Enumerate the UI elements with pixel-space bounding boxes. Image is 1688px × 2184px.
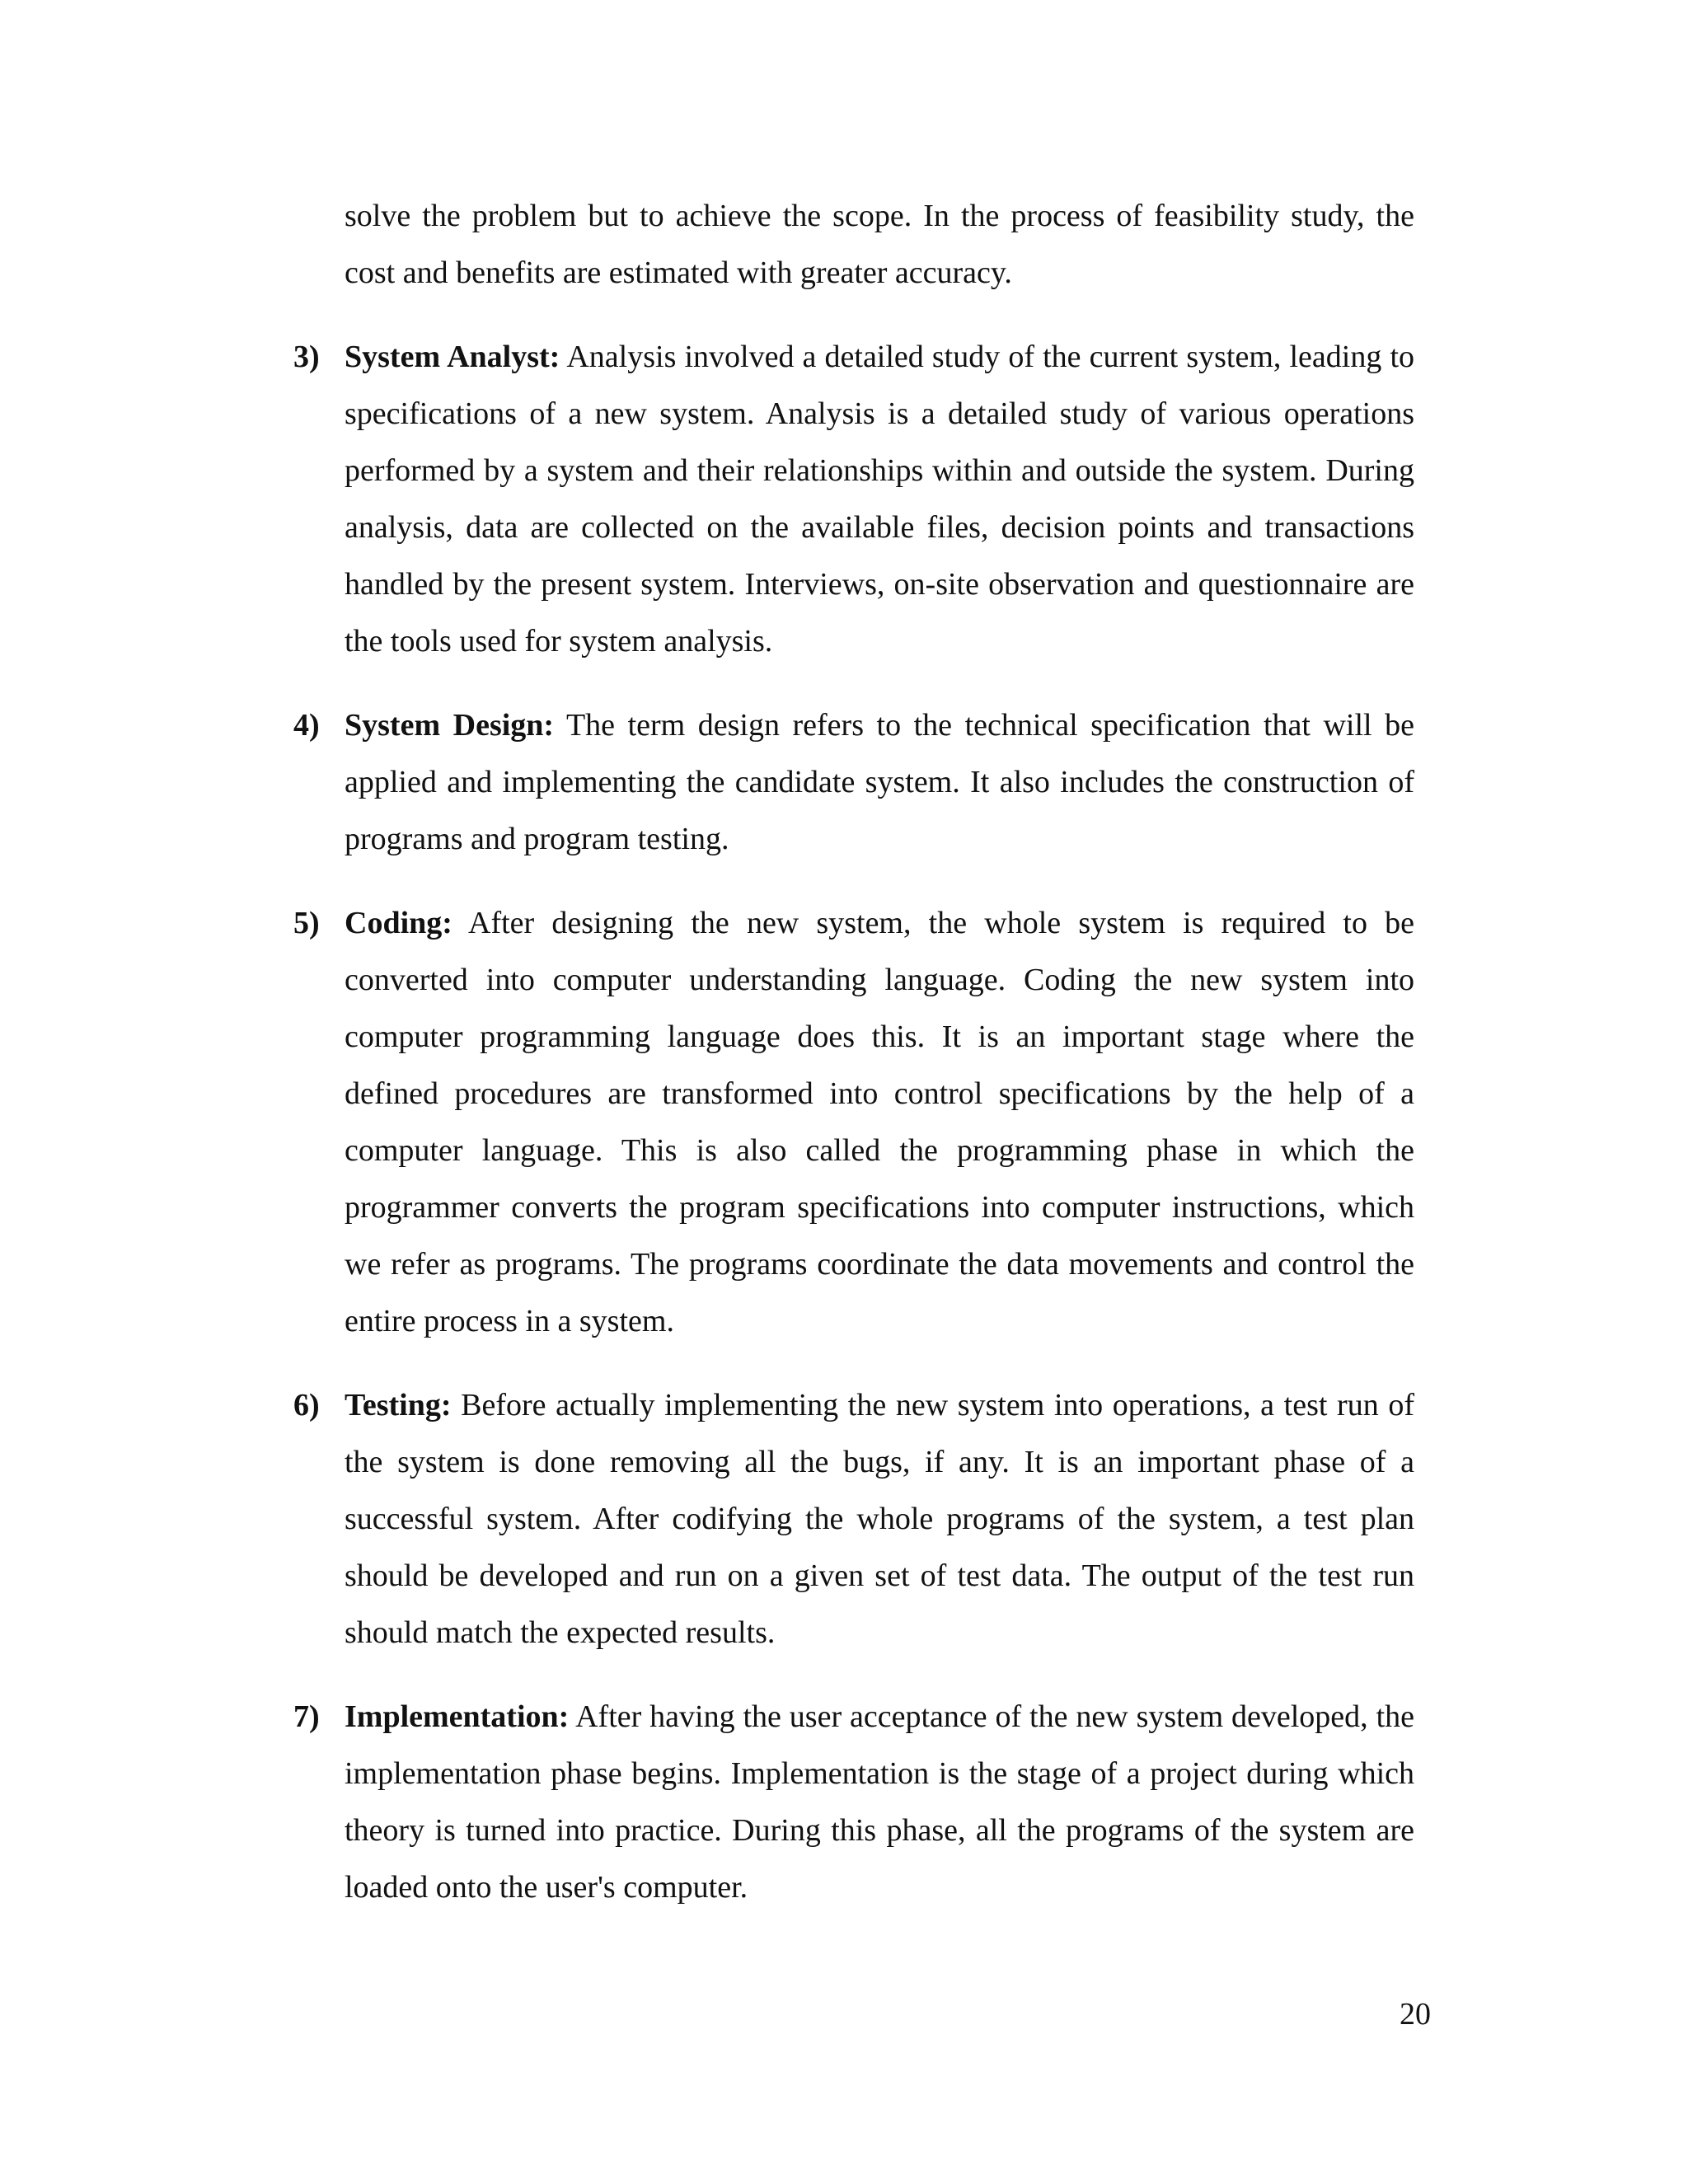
- list-item-body: [345, 697, 1414, 868]
- list-item-heading: Testing:: [345, 1388, 452, 1422]
- list-item-system-design: [293, 697, 1414, 868]
- list-item-testing: [293, 1377, 1414, 1661]
- list-item-text: The term design refers to the technical specification that will be applied and implementing the candidate system. It also includes the construction of programs and program testing.: [345, 708, 1414, 856]
- list-item-body: [345, 895, 1414, 1350]
- list-item-number: 5): [293, 906, 320, 940]
- page-number: 20: [1400, 1997, 1431, 2032]
- list-item-system-analyst: [293, 329, 1414, 670]
- list-item-text: Before actually implementing the new system into operations, a test run of the system is done removing all the bugs, if any. It is an important phase of a successful system. After codifying the whole programs of the system, a test plan should be developed and run on a given set of test data. The output of the test run should match the expected results.: [345, 1388, 1414, 1650]
- list-item-number: 6): [293, 1388, 320, 1422]
- list-item-text: After designing the new system, the whole system is required to be converted into computer understanding language. Coding the new system into computer programming language does this. It is an important stage where the defined procedures are transformed into control specifications by the help of a computer language. This is also called the programming phase in which the programmer converts the program specifications into computer instructions, which we refer as programs. The programs coordinate the data movements and control the entire process in a system.: [345, 906, 1414, 1338]
- lead-paragraph: solve the problem but to achieve the scope. In the process of feasibility study, the cost and benefits are estimated with greater accuracy.: [345, 199, 1414, 290]
- list-item-implementation: [293, 1689, 1414, 1916]
- list-item-number: 7): [293, 1699, 320, 1734]
- page-content: [293, 188, 1414, 1943]
- list-item-body: [345, 329, 1414, 670]
- list-item-body: [345, 1689, 1414, 1916]
- list-item-text: After having the user acceptance of the new system developed, the implementation phase begins. Implementation is the stage of a project during which theory is turned into practice. During this phase, all the programs of the system are loaded onto the user's computer.: [345, 1699, 1414, 1905]
- list-item-heading: Coding:: [345, 906, 452, 940]
- list-item-coding: [293, 895, 1414, 1350]
- list-item-text: Analysis involved a detailed study of the current system, leading to specifications of a new system. Analysis is a detailed study of various operations performed by a system and their relationships within and outside the system. During analysis, data are collected on the available files, decision points and transactions handled by the present system. Interviews, on-site observation and questionnaire are the tools used for system analysis.: [345, 340, 1415, 658]
- list-item-heading: System Analyst:: [345, 340, 560, 374]
- list-item-number: 4): [293, 708, 320, 743]
- list-item-heading: System Design:: [345, 708, 555, 743]
- list-item-body: [345, 1377, 1414, 1661]
- list-item-heading: Implementation:: [345, 1699, 570, 1734]
- list-item-number: 3): [293, 340, 320, 374]
